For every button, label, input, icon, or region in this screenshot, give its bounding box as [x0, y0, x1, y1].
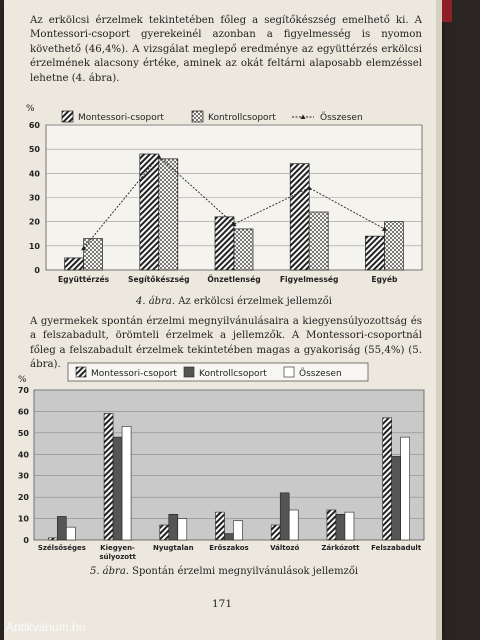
bar-dark — [336, 514, 345, 540]
bar-hatch — [160, 525, 169, 540]
bar-white — [345, 512, 354, 540]
y-tick-label: 30 — [17, 471, 29, 481]
bar-dots — [159, 159, 178, 270]
bar-white — [122, 426, 131, 540]
figure-4-caption — [44, 296, 424, 307]
bar-white — [178, 519, 187, 540]
legend-label: Montessori-csoport — [91, 369, 177, 379]
bar-hatch — [327, 510, 336, 540]
bar-white — [401, 437, 410, 540]
unit-label: % — [26, 104, 35, 114]
x-category-label: Figyelmesség — [279, 275, 339, 284]
x-category-label: Zárkózott — [321, 544, 360, 552]
bar-dots — [84, 239, 103, 270]
figure-4-title: Az erkölcsi érzelmek jellemzői — [175, 296, 332, 307]
legend-label: Kontrollcsoport — [208, 113, 276, 123]
figure-5-title: Spontán érzelmi megnyilvánulások jellemzői — [128, 566, 359, 577]
bar-hatch — [383, 418, 392, 540]
bar-hatch — [290, 164, 309, 270]
bar-hatch — [140, 154, 159, 270]
bar-dots — [384, 222, 403, 270]
x-category-label: súlyozott — [99, 553, 136, 561]
x-category-label: Kiegyen- — [100, 544, 135, 552]
bar-hatch — [271, 525, 280, 540]
bar-dark — [225, 534, 234, 540]
y-tick-label: 0 — [34, 266, 40, 275]
bar-dark — [169, 514, 178, 540]
y-tick-label: 50 — [17, 428, 29, 438]
x-category-label: Együttérzés — [57, 275, 110, 284]
y-tick-label: 20 — [28, 217, 40, 227]
bar-hatch — [48, 538, 57, 540]
figure-5-caption — [24, 566, 424, 577]
bar-white — [234, 521, 243, 540]
legend-swatch-hatch — [62, 111, 73, 122]
x-category-label: Egyéb — [371, 275, 398, 284]
chart-spontaneous-emotions — [4, 360, 440, 565]
legend-label: Összesen — [320, 113, 363, 123]
bar-dark — [392, 456, 401, 540]
paragraph-1: Az erkölcsi érzelmek tekintetében főleg a segítőkészség emelhető ki. A Montessori-csoport gyerekeinél azonban a figyelmesség is nyomon követhető (46,4%). A vizsgálat meglepő eredménye az együttérzés erkölcsi érzelmének alacsony értéke, aminek az okát feltárni alaposabb elemzéssel lehetne (4. ábra). — [30, 15, 422, 84]
bar-hatch — [215, 217, 234, 270]
legend-label: Kontrollcsoport — [199, 369, 267, 379]
y-tick-label: 60 — [17, 407, 29, 417]
plot-area — [34, 390, 424, 540]
bookmark-ribbon — [442, 0, 452, 22]
bar-hatch — [65, 258, 84, 270]
y-tick-label: 70 — [17, 386, 29, 395]
page-edge — [436, 0, 442, 640]
y-tick-label: 20 — [17, 493, 29, 503]
page-number: 171 — [211, 598, 233, 610]
bar-dots — [309, 212, 328, 270]
bar-dark — [57, 516, 66, 540]
legend-marker — [301, 115, 306, 120]
unit-label: % — [18, 375, 27, 385]
legend-label: Montessori-csoport — [78, 113, 164, 123]
bar-dark — [113, 437, 122, 540]
book-page — [4, 0, 440, 640]
y-tick-label: 60 — [28, 121, 40, 130]
y-tick-label: 50 — [28, 145, 40, 155]
legend-swatch-hatch — [76, 367, 86, 377]
bar-white — [289, 510, 298, 540]
chart-moral-emotions — [4, 95, 440, 295]
legend-swatch-dark — [184, 367, 194, 377]
y-tick-label: 10 — [28, 241, 40, 251]
x-category-label: Változó — [270, 544, 300, 552]
x-category-label: Nyugtalan — [152, 544, 194, 552]
x-category-label: Felszabadult — [371, 544, 422, 552]
x-category-label: Szélsőséges — [37, 544, 86, 552]
x-category-label: Erőszakos — [209, 544, 249, 552]
y-tick-label: 40 — [17, 450, 29, 460]
x-category-label: Önzetlenség — [207, 275, 261, 284]
bar-hatch — [104, 414, 113, 540]
paragraph-2: A gyermekek spontán érzelmi megnyilvánulásaira a kiegyensúlyozottság és a felszabadult, örömteli érzelmek a jellemzők. A Montessori-csoportnál főleg a felszabadult érzelmek tekintetében magas a gyakoriság (55,4%) (5. ábra). — [30, 316, 422, 371]
legend-swatch-white — [284, 367, 294, 377]
site-watermark: Antikvárium.hu — [6, 620, 86, 634]
bar-hatch — [216, 512, 225, 540]
y-tick-label: 30 — [28, 193, 40, 203]
bar-dark — [280, 493, 289, 540]
legend-swatch-dots — [192, 111, 203, 122]
y-tick-label: 10 — [17, 514, 29, 524]
bar-hatch — [365, 236, 384, 270]
y-tick-label: 40 — [28, 169, 40, 179]
figure-4-number: 4. ábra. — [136, 296, 176, 307]
bar-white — [66, 527, 75, 540]
y-tick-label: 0 — [23, 536, 29, 545]
legend-label: Összesen — [299, 369, 342, 379]
figure-5-number: 5. ábra. — [89, 566, 129, 577]
bar-dots — [234, 229, 253, 270]
x-category-label: Segítőkészség — [128, 275, 190, 284]
